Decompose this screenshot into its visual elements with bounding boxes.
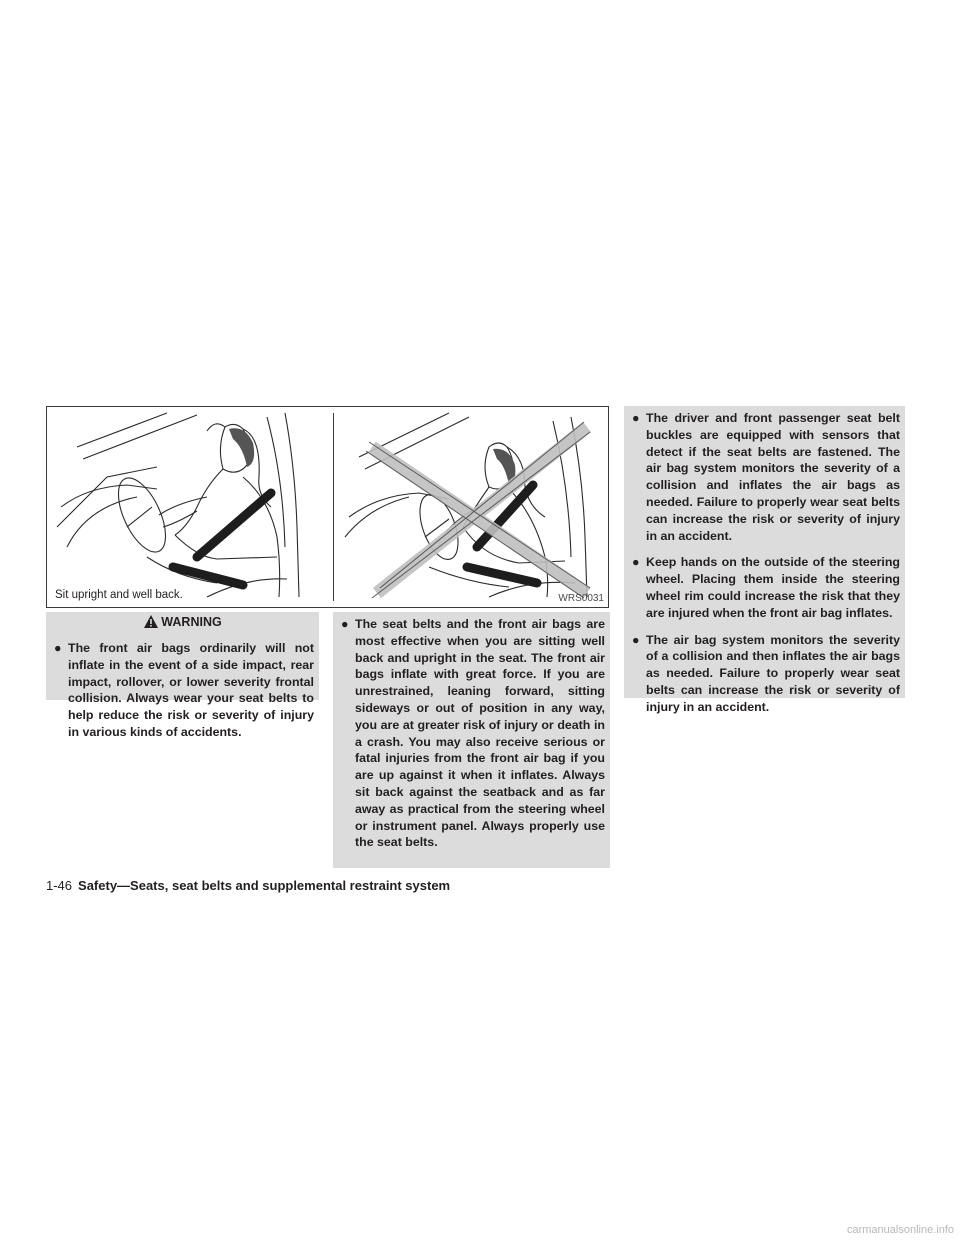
figure-code: WRS0031 [558,593,604,604]
warning-item-text: The front air bags ordinarily will not inflate in the event of a side impact, rear impact, rollover, or lower severity frontal collision. Always wear your seat belts to help reduce the risk or severity of injury in various kinds of accidents. [68,641,314,739]
warning-item-text: Keep hands on the outside of the steering wheel. Placing them inside the steering wheel rim could increase the risk that they are injured when the front air bag inflates. [646,555,900,620]
section-title: Safety—Seats, seat belts and supplemental restraint system [78,878,451,893]
bullet-icon: ● [632,632,640,647]
figure-divider [333,413,334,601]
warning-list-column-2 [341,616,605,861]
warning-item [54,640,314,741]
bullet-icon: ● [341,617,349,631]
seating-position-illustration [47,407,610,609]
warning-triangle-icon [143,614,159,629]
warning-list-column-1 [54,640,314,751]
warning-heading [46,614,319,634]
warning-item [632,554,900,621]
warning-item [341,616,605,851]
figure-caption: Sit upright and well back. [55,589,183,601]
warning-title: WARNING [161,615,222,629]
bullet-icon: ● [54,641,62,655]
warning-item-text: The driver and front passenger seat belt buckles are equipped with sensors that detect if the seat belts are fastened. The air bag system monitors the severity of a collision and inflates the air bags as needed. Failure to properly wear seat belts can increase the risk or severity of injury in an accident. [646,411,900,543]
illustration-figure [46,406,609,608]
bullet-icon: ● [632,411,640,425]
watermark: carmanualsonline.info [846,1224,954,1236]
page-number: 1-46 [46,878,73,893]
warning-item [632,410,900,544]
warning-item-text: The air bag system monitors the severity of a collision and then inflates the air bags as needed. Failure to properly wear seat belts can increase the risk or severity of injury in an accident. [646,632,900,714]
warning-item [632,632,900,716]
bullet-icon: ● [632,555,640,570]
warning-list-column-3 [632,410,900,726]
page-footer [46,878,450,893]
warning-item-text: The seat belts and the front air bags are most effective when you are sitting well back and upright in the seat. The front air bags inflate with great force. If you are unrestrained, leaning forward, sitting sideways or out of position in any way, you are at greater risk of injury or death in a crash. You may also receive serious or fatal injuries from the front air bag if you are up against it when it inflates. Always sit back against the seatback and as far away as practical from the steering wheel or instrument panel. Always properly use the seat belts. [355,617,605,850]
